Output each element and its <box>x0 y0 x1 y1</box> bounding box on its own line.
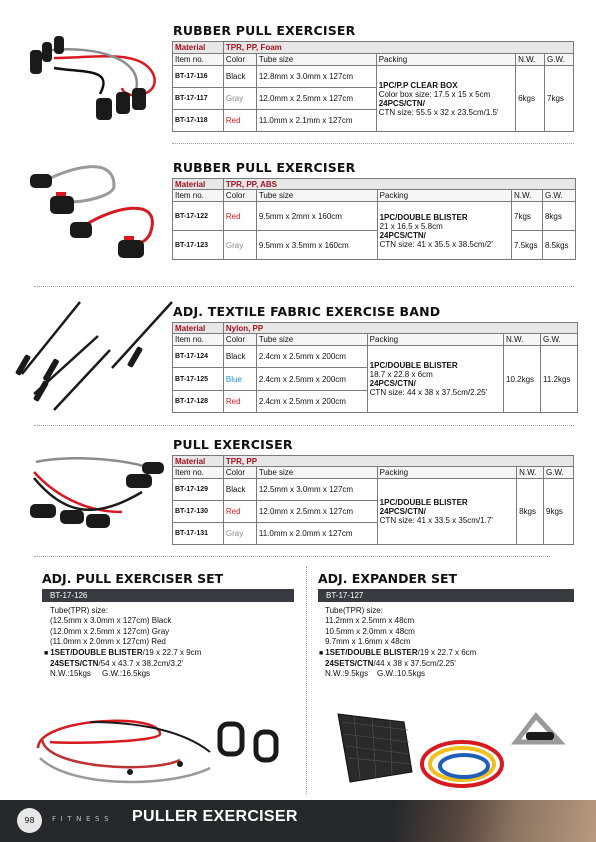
item-color: Red <box>223 202 256 231</box>
set-title: ADJ. EXPANDER SET <box>318 571 458 586</box>
header-packing: Packing <box>377 190 511 202</box>
header-tube: Tube size <box>256 54 376 66</box>
divider <box>34 425 574 426</box>
bullet-icon: ■ <box>44 649 51 657</box>
packing-line: CTN size: 41 x 33.5 x 35cm/1.7' <box>379 516 493 525</box>
divider <box>34 556 550 557</box>
tube-size: 11.0mm x 2.0mm x 127cm <box>256 523 377 545</box>
rubber-pull-exerciser-abs-image <box>14 156 164 268</box>
header-tube: Tube size <box>256 190 377 202</box>
header-nw: N.W. <box>504 334 541 346</box>
header-gw: G.W. <box>544 467 574 479</box>
adj-pull-exerciser-set-image <box>30 708 280 794</box>
adj-expander-set-image <box>314 702 576 798</box>
section-title: PULL EXERCISER <box>173 437 293 452</box>
page-number: 98 <box>17 808 42 833</box>
tube-size: 9.5mm x 3.5mm x 160cm <box>256 231 377 260</box>
item-number: BT-17-128 <box>173 391 224 413</box>
material-value: TPR, PP, ABS <box>223 179 575 190</box>
item-number: BT-17-125 <box>173 368 224 391</box>
tube-size: 12.0mm x 2.5mm x 127cm <box>256 88 376 110</box>
item-number: BT-17-118 <box>173 110 224 132</box>
header-item: Item no. <box>173 334 224 346</box>
material-value: TPR, PP <box>223 456 573 467</box>
packing-line: CTN size: 44 x 38 x 37.5cm/2.25' <box>369 388 488 397</box>
header-packing: Packing <box>367 334 503 346</box>
tube-size: 12.5mm x 3.0mm x 127cm <box>256 479 377 501</box>
packing-line: CTN size: 41 x 35.5 x 38.5cm/2' <box>379 239 493 249</box>
tube-size: 2.4cm x 2.5mm x 200cm <box>256 346 367 368</box>
divider <box>172 143 574 144</box>
material-label: Material <box>173 42 224 54</box>
divider <box>34 286 574 287</box>
packing-line: 18.7 x 22.8 x 6cm <box>369 370 433 379</box>
item-color: Black <box>223 479 256 501</box>
item-number: BT-17-122 <box>173 202 224 231</box>
tube-size: 2.4cm x 2.5mm x 200cm <box>256 391 367 413</box>
tube-size: 12.0mm x 2.5mm x 127cm <box>256 501 377 523</box>
item-color: Red <box>223 501 256 523</box>
item-number: BT-17-129 <box>173 479 224 501</box>
item-number: BT-17-123 <box>173 231 224 260</box>
item-color: Red <box>223 391 256 413</box>
section-title: ADJ. TEXTILE FABRIC EXERCISE BAND <box>173 304 441 319</box>
net-weight: 8kgs <box>517 479 544 545</box>
header-nw: N.W. <box>512 190 543 202</box>
ctn-bold: 24SETS/CTN <box>50 659 99 669</box>
pack-bold: 1SET/DOUBLE BLISTER <box>50 647 143 657</box>
set-details <box>319 606 477 680</box>
section-title: RUBBER PULL EXERCISER <box>173 160 356 175</box>
packing-line: 24PCS/CTN/ <box>379 230 426 240</box>
header-color: Color <box>223 467 256 479</box>
packing-cell <box>376 66 515 132</box>
gross-weight: 11.2kgs <box>541 346 578 413</box>
tube-label: Tube(TPR) size: <box>325 606 383 615</box>
tube-label: Tube(TPR) size: <box>50 606 108 615</box>
footer-wood-texture <box>396 800 596 842</box>
ctn-rest: /54 x 43.7 x 38.2cm/3.2' <box>98 659 184 669</box>
packing-line: 1PC/DOUBLE BLISTER <box>369 361 458 370</box>
packing-line: 24PCS/CTN/ <box>378 98 425 108</box>
rubber-pull-exerciser-image <box>24 28 164 132</box>
material-value: TPR, PP, Foam <box>223 42 573 54</box>
material-value: Nylon, PP <box>223 323 577 334</box>
item-number: BT-17-131 <box>173 523 224 545</box>
net-weight: 6kgs <box>516 66 545 132</box>
set-details <box>44 606 202 680</box>
tube-spec: (11.0mm x 2.0mm x 127cm) Red <box>50 637 166 647</box>
set-item-bar: BT-17-127 <box>318 589 574 602</box>
packing-line: 1PC/DOUBLE BLISTER <box>379 212 468 222</box>
footer-title: PULLER EXERCISER <box>132 808 298 825</box>
header-gw: G.W. <box>542 190 575 202</box>
packing-line: 24PCS/CTN/ <box>379 507 426 516</box>
net-weight: 7kgs <box>512 202 543 231</box>
set-weights: N.W.:9.5kgs G.W.:10.5kgs <box>325 669 426 679</box>
tube-spec: (12.0mm x 2.5mm x 127cm) Gray <box>50 626 170 636</box>
item-color: Gray <box>223 523 256 545</box>
ctn-rest: /44 x 38 x 37.5cm/2.25' <box>373 659 456 669</box>
packing-line: 1PC/DOUBLE BLISTER <box>379 498 468 507</box>
spec-table <box>172 41 574 132</box>
net-weight: 7.5kgs <box>512 231 543 260</box>
header-nw: N.W. <box>517 467 544 479</box>
header-item: Item no. <box>173 467 224 479</box>
tube-spec: 9.7mm x 1.6mm x 48cm <box>325 637 411 647</box>
tube-spec: 10.5mm x 2.0mm x 48cm <box>325 626 415 636</box>
packing-line: CTN size: 55.5 x 32 x 23.5cm/1.5' <box>378 107 499 117</box>
material-label: Material <box>173 323 224 334</box>
ctn-bold: 24SETS/CTN <box>325 659 374 669</box>
packing-line: Color box size: 17.5 x 15 x 5cm <box>378 89 491 99</box>
tube-spec: (12.5mm x 3.0mm x 127cm) Black <box>50 616 172 626</box>
set-weights: N.W.:15kgs G.W.:16.5kgs <box>50 669 151 679</box>
bullet-icon: ■ <box>319 649 326 657</box>
header-color: Color <box>223 190 256 202</box>
item-color: Black <box>223 66 256 88</box>
spec-table <box>172 455 574 545</box>
packing-line: 21 x 16.5 x 5.8cm <box>379 221 443 231</box>
spec-table <box>172 322 578 413</box>
spec-table <box>172 178 576 260</box>
item-color: Blue <box>223 368 256 391</box>
pull-exerciser-image <box>22 452 168 542</box>
gross-weight: 8kgs <box>542 202 575 231</box>
tube-size: 11.0mm x 2.1mm x 127cm <box>256 110 376 132</box>
material-label: Material <box>173 456 224 467</box>
header-gw: G.W. <box>545 54 574 66</box>
tube-size: 9.5mm x 2mm x 160cm <box>256 202 377 231</box>
header-color: Color <box>223 54 256 66</box>
header-item: Item no. <box>173 54 224 66</box>
item-number: BT-17-124 <box>173 346 224 368</box>
item-number: BT-17-116 <box>173 66 224 88</box>
header-color: Color <box>223 334 256 346</box>
net-weight: 10.2kgs <box>504 346 541 413</box>
header-packing: Packing <box>377 467 516 479</box>
header-nw: N.W. <box>516 54 545 66</box>
gross-weight: 7kgs <box>545 66 574 132</box>
pack-rest: /19 x 22.7 x 6cm <box>417 647 477 657</box>
item-color: Gray <box>223 231 256 260</box>
item-color: Gray <box>223 88 256 110</box>
header-tube: Tube size <box>256 467 377 479</box>
pack-rest: /19 x 22.7 x 9cm <box>142 647 202 657</box>
material-label: Material <box>173 179 224 190</box>
item-color: Black <box>223 346 256 368</box>
page-footer <box>0 800 596 842</box>
packing-line: 24PCS/CTN/ <box>369 379 416 388</box>
gross-weight: 8.5kgs <box>542 231 575 260</box>
header-tube: Tube size <box>256 334 367 346</box>
header-gw: G.W. <box>541 334 578 346</box>
set-title: ADJ. PULL EXERCISER SET <box>42 571 224 586</box>
packing-cell <box>377 202 511 260</box>
section-title: RUBBER PULL EXERCISER <box>173 23 356 38</box>
set-item-bar: BT-17-126 <box>42 589 294 602</box>
tube-spec: 11.2mm x 2.5mm x 48cm <box>325 616 415 626</box>
header-item: Item no. <box>173 190 224 202</box>
gross-weight: 9kgs <box>544 479 574 545</box>
tube-size: 2.4cm x 2.5mm x 200cm <box>256 368 367 391</box>
tube-size: 12.8mm x 3.0mm x 127cm <box>256 66 376 88</box>
divider-vertical <box>306 566 307 794</box>
pack-bold: 1SET/DOUBLE BLISTER <box>325 647 418 657</box>
textile-exercise-band-image <box>14 298 178 414</box>
header-packing: Packing <box>376 54 515 66</box>
footer-brand: FITNESS <box>52 815 114 823</box>
packing-cell <box>377 479 516 545</box>
packing-cell <box>367 346 503 413</box>
item-number: BT-17-117 <box>173 88 224 110</box>
item-color: Red <box>223 110 256 132</box>
item-number: BT-17-130 <box>173 501 224 523</box>
packing-line: 1PC/P.P CLEAR BOX <box>378 80 458 90</box>
